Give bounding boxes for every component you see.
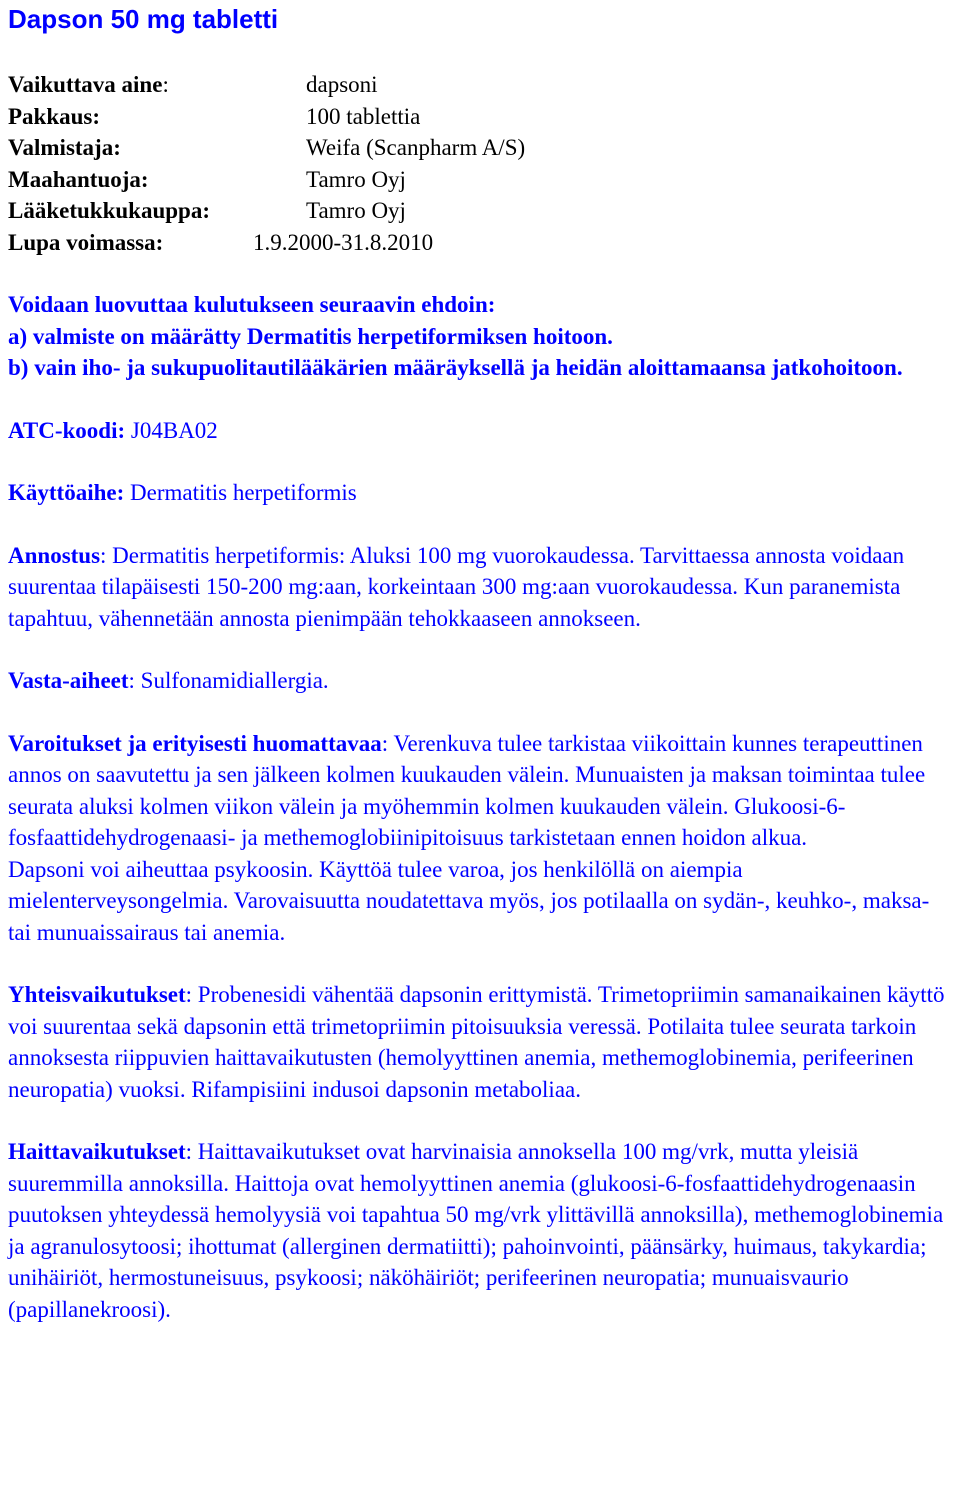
meta-row-package [8, 101, 952, 133]
meta-key-manufacturer: Valmistaja: [8, 135, 121, 160]
meta-value-manufacturer: Weifa (Scanpharm A/S) [306, 135, 526, 160]
dosage-text: : Dermatitis herpetiformis: Aluksi 100 mg vuorokaudessa. Tarvittaessa annosta voidaan suurentaa tilapäisesti 150-200 mg:aan, korkeintaan 300 mg:aan vuorokaudessa. Kun paranemista tapahtuu, vähennetään annosta pienimpään tehokkaaseen annokseen. [8, 542, 905, 631]
indication-section [8, 477, 952, 509]
warnings-text-1: : Verenkuva tulee tarkistaa viikoittain kunnes terapeuttinen annos on saavutettu ja sen jälkeen kolmen kuukauden välein. Munuaisten ja maksan toimintaa tulee seurata aluksi kolmen viikon välein ja myöhemmin kolmen kuukauden välein. Glukoosi-6-fosfaattidehydrogenaasi- ja methemoglobiinipitoisuus tarkistetaan ennen hoidon alkua. [8, 730, 926, 850]
indication-value: Dermatitis herpetiformis [124, 480, 357, 505]
contraindications-label: Vasta-aiheet [8, 668, 129, 693]
dosage-section [8, 540, 952, 635]
atc-value: J04BA02 [125, 417, 218, 443]
meta-row-importer [8, 164, 952, 196]
meta-value-package: 100 tablettia [306, 103, 421, 129]
meta-value-active-ingredient: dapsoni [306, 72, 378, 97]
indication-label: Käyttöaihe: [8, 480, 125, 505]
side-effects-text: : Haittavaikutukset ovat harvinaisia annoksella 100 mg/vrk, mutta yleisiä suuremmilla annoksilla. Haittoja ovat hemolyyttinen anemia (glukoosi-6-fosfaattidehydrogenaasin puutoksen yhteydessä hemolyysiä voi tapahtua 50 mg/vrk ylittävillä annoksilla), methemoglobinemia ja agranulosytoosi; ihottumat (allerginen dermatiitti); pahoinvointi, päänsärky, huimaus, takykardia; unihäiriöt, hermostuneisuus, psykoosi; näköhäiriöt; perifeerinen neuropatia; munuaisvaurio (papillanekroosi). [8, 1139, 944, 1322]
meta-key-active-ingredient-bold: Vaikuttava aine [8, 72, 163, 97]
interactions-label: Yhteisvaikutukset [8, 982, 186, 1007]
meta-key-wholesaler: Lääketukkukauppa: [8, 198, 210, 223]
meta-key-package: Pakkaus: [8, 103, 101, 129]
atc-label: ATC-koodi: [8, 417, 126, 443]
conditions-section [8, 289, 952, 384]
atc-section [8, 415, 952, 447]
meta-row-license [8, 227, 952, 259]
meta-row-wholesaler [8, 195, 952, 227]
document-page [0, 4, 960, 1325]
meta-value-license: 1.9.2000-31.8.2010 [253, 229, 434, 255]
meta-key-active-ingredient [8, 69, 306, 101]
warnings-label: Varoitukset ja erityisesti huomattavaa [8, 730, 382, 756]
interactions-text: : Probenesidi vähentää dapsonin erittymistä. Trimetopriimin samanaikainen käyttö voi suurentaa sekä dapsonin että trimetopriimin pitoisuuksia veressä. Potilaita tulee seurata tarkoin annoksesta riippuvien haittavaikutusten (hemolyyttinen anemia, methemoglobinemia, perifeerinen neuropatia) vuoksi. Rifampisiini indusoi dapsonin metaboliaa. [8, 982, 945, 1102]
side-effects-section [8, 1136, 952, 1325]
contraindications-section [8, 665, 952, 697]
dosage-label: Annostus [8, 542, 101, 568]
meta-row-active-ingredient [8, 69, 952, 101]
condition-a: a) valmiste on määrätty Dermatitis herpetiformiksen hoitoon. [8, 323, 613, 349]
product-info [8, 69, 952, 258]
document-title: Dapson 50 mg tabletti [8, 4, 279, 34]
warnings-text-2: Dapsoni voi aiheuttaa psykoosin. Käyttöä tulee varoa, jos henkilöllä on aiempia mielenterveysongelmia. Varovaisuutta noudatettava myös, jos potilaalla on sydän-, keuhko-, maksa- tai munuaissairaus tai anemia. [8, 856, 930, 945]
meta-row-manufacturer [8, 132, 952, 164]
meta-value-wholesaler: Tamro Oyj [306, 198, 406, 223]
meta-key-importer: Maahantuoja: [8, 166, 149, 192]
condition-b: b) vain iho- ja sukupuolitautilääkärien määräyksellä ja heidän aloittamaansa jatkohoitoon. [8, 355, 903, 380]
meta-key-license: Lupa voimassa: [8, 229, 164, 255]
meta-key-colon: : [162, 72, 169, 97]
meta-value-importer: Tamro Oyj [306, 166, 406, 192]
interactions-section [8, 979, 952, 1105]
contraindications-text: : Sulfonamidiallergia. [128, 668, 329, 693]
conditions-heading: Voidaan luovuttaa kulutukseen seuraavin ehdoin: [8, 292, 496, 317]
warnings-section [8, 728, 952, 949]
side-effects-label: Haittavaikutukset [8, 1139, 186, 1164]
